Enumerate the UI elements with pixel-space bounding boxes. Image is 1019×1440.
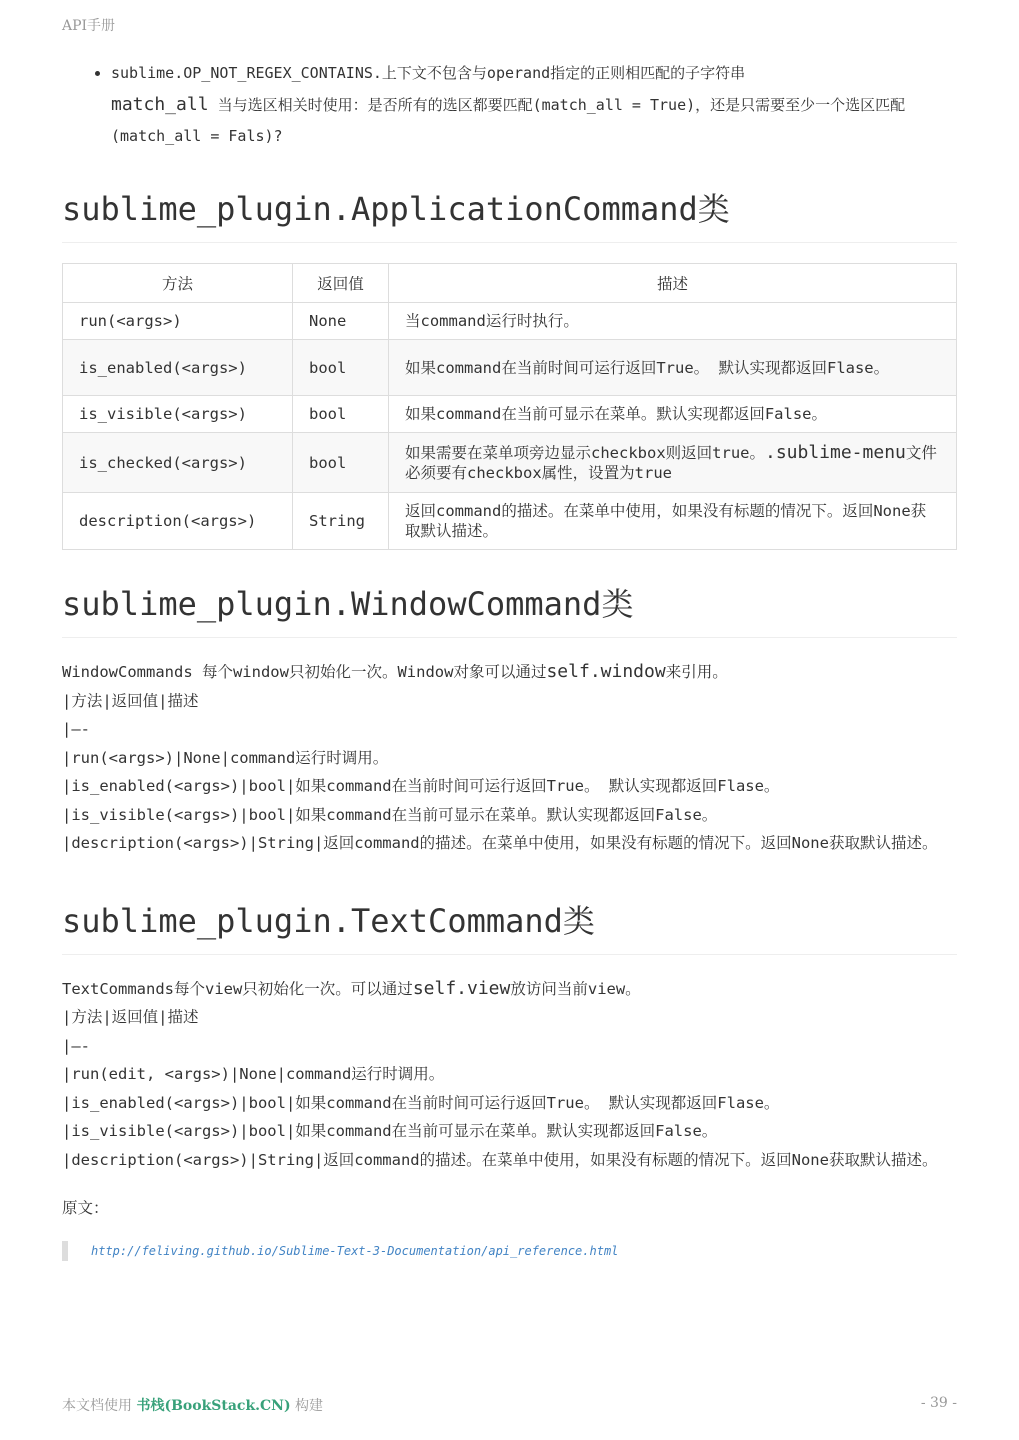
intro-text: WindowCommands 每个window只初始化一次。Window对象可以通过 bbox=[62, 663, 547, 681]
document-body bbox=[62, 58, 957, 1261]
cell-return: bool bbox=[293, 433, 389, 493]
table-row bbox=[63, 396, 957, 433]
source-link[interactable]: http://feliving.github.io/Sublime-Text-3-Documentation/api_reference.html bbox=[91, 1243, 619, 1258]
cell-method: is_enabled(<args>) bbox=[63, 340, 293, 396]
table-row bbox=[63, 340, 957, 396]
table-row bbox=[63, 433, 957, 493]
cell-description: 如果command在当前可显示在菜单。默认实现都返回False。 bbox=[389, 396, 957, 433]
description-text: 如果需要在菜单项旁边显示checkbox则返回true。 bbox=[405, 443, 765, 462]
column-header-description: 描述 bbox=[389, 264, 957, 303]
description-text-continued: 文件必须要有checkbox属性，设置为true bbox=[405, 443, 937, 482]
section-title-text-command: sublime_plugin.TextCommand类 bbox=[62, 896, 957, 955]
cell-method: description(<args>) bbox=[63, 493, 293, 550]
intro-text: TextCommands每个view只初始化一次。可以通过 bbox=[62, 979, 413, 998]
raw-table-line: |run(<args>)|None|command运行时调用。 bbox=[62, 748, 389, 767]
raw-table-line: |is_enabled(<args>)|bool|如果command在当前时间可运行返回True。 默认实现都返回Flase。 bbox=[62, 1093, 780, 1112]
raw-table-line: |description(<args>)|String|返回command的描述。在菜单中使用，如果没有标题的情况下。返回None获取默认描述。 bbox=[62, 1150, 938, 1169]
column-header-method: 方法 bbox=[63, 264, 293, 303]
page-number: - 39 - bbox=[920, 1395, 957, 1411]
table-row bbox=[63, 303, 957, 340]
list-item bbox=[111, 58, 957, 152]
text-intro bbox=[62, 975, 957, 1004]
cell-method: is_visible(<args>) bbox=[63, 396, 293, 433]
window-intro bbox=[62, 658, 957, 687]
source-blockquote bbox=[62, 1241, 957, 1261]
section-title-application-command: sublime_plugin.ApplicationCommand类 bbox=[62, 184, 957, 243]
table-header-row bbox=[63, 264, 957, 303]
raw-table-line: |run(edit, <args>)|None|command运行时调用。 bbox=[62, 1065, 445, 1083]
raw-table-line: |—- bbox=[62, 1036, 90, 1055]
table-row bbox=[63, 493, 957, 550]
bullet-list bbox=[62, 58, 957, 152]
intro-text-end: 放访问当前view。 bbox=[510, 979, 641, 998]
raw-table-line: |is_visible(<args>)|bool|如果command在当前可显示在菜单。默认实现都返回False。 bbox=[62, 805, 718, 824]
footer-suffix: 构建 bbox=[290, 1398, 324, 1414]
cell-return: bool bbox=[293, 340, 389, 396]
source-label: 原文： bbox=[62, 1199, 109, 1217]
column-header-return: 返回值 bbox=[293, 264, 389, 303]
page-header: API手册 bbox=[62, 18, 116, 34]
cell-method: run(<args>) bbox=[63, 303, 293, 340]
section-title-window-command: sublime_plugin.WindowCommand类 bbox=[62, 579, 957, 638]
cell-description: 当command运行时执行。 bbox=[389, 303, 957, 340]
methods-table bbox=[62, 263, 957, 550]
cell-return: None bbox=[293, 303, 389, 340]
raw-table-line: |is_visible(<args>)|bool|如果command在当前可显示在菜单。默认实现都返回False。 bbox=[62, 1122, 718, 1140]
code-sublime-menu: .sublime-menu bbox=[764, 441, 906, 463]
raw-table-line: |方法|返回值|描述 bbox=[62, 691, 199, 710]
bullet-text-continued: 当与选区相关时使用：是否所有的选区都要匹配(match_all = True)，还是只需要至少一个选区匹配(match_all = Fals)? bbox=[111, 96, 906, 145]
raw-table-line: |方法|返回值|描述 bbox=[62, 1008, 199, 1026]
footer-credit bbox=[62, 1395, 323, 1415]
bullet-text: sublime.OP_NOT_REGEX_CONTAINS.上下文不包含与operand指定的正则相匹配的子字符串 bbox=[111, 64, 746, 82]
cell-description: 返回command的描述。在菜单中使用，如果没有标题的情况下。返回None获取默认描述。 bbox=[389, 493, 957, 550]
code-self-view: self.view bbox=[412, 977, 511, 999]
cell-description bbox=[389, 433, 957, 493]
bookstack-link[interactable]: 书栈(BookStack.CN) bbox=[136, 1398, 291, 1414]
raw-table-line: |description(<args>)|String|返回command的描述。在菜单中使用，如果没有标题的情况下。返回None获取默认描述。 bbox=[62, 834, 938, 852]
cell-return: String bbox=[293, 493, 389, 550]
raw-table-line: |is_enabled(<args>)|bool|如果command在当前时间可运行返回True。 默认实现都返回Flase。 bbox=[62, 777, 780, 795]
cell-description: 如果command在当前时间可运行返回True。 默认实现都返回Flase。 bbox=[389, 340, 957, 396]
cell-method: is_checked(<args>) bbox=[63, 433, 293, 493]
footer-prefix: 本文档使用 bbox=[62, 1398, 137, 1414]
code-self-window: self.window bbox=[546, 661, 666, 682]
cell-return: bool bbox=[293, 396, 389, 433]
raw-table-line: |—- bbox=[62, 720, 90, 738]
intro-text-end: 来引用。 bbox=[665, 663, 728, 681]
code-match-all: match_all bbox=[111, 94, 209, 115]
